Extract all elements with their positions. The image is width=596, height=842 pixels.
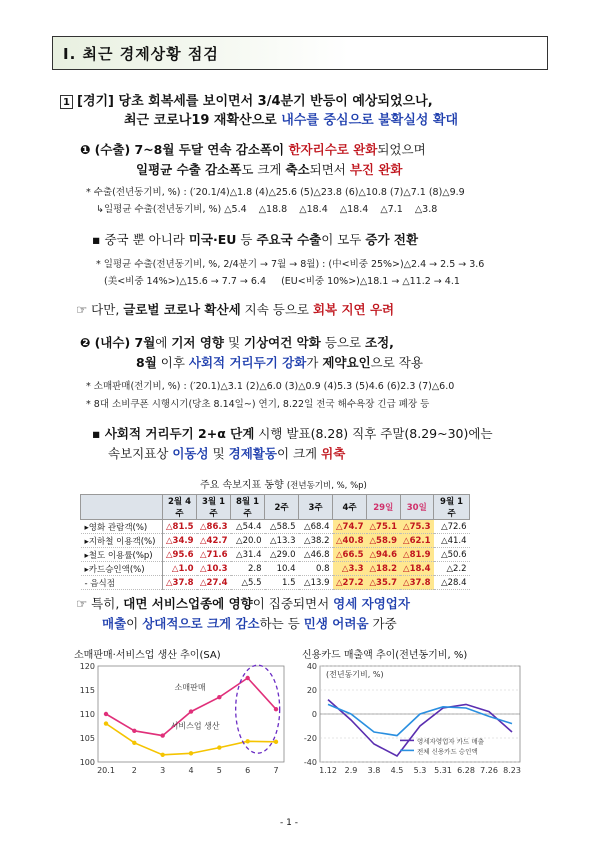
table-cell: △74.7 [333, 520, 367, 534]
table-cell: △3.3 [333, 562, 367, 576]
table-cell: △31.4 [231, 548, 265, 562]
dom-2b: 이후 [156, 355, 189, 370]
service-paragraph [76, 594, 550, 634]
table-cell: △37.8 [163, 576, 197, 590]
danman-d: 회복 지연 우려 [312, 302, 395, 317]
page-number: - 1 - [280, 818, 298, 828]
data-point [132, 741, 136, 745]
series-label-retail: 소매판매 [174, 683, 206, 692]
data-point [245, 676, 249, 680]
inner-unit-label: (전년동기비, %) [326, 670, 384, 679]
table-header-cell: 29일 [367, 495, 401, 520]
data-point [189, 709, 193, 713]
table-header-cell: 4주 [333, 495, 367, 520]
svc-g: 상대적으로 크게 감소 [142, 616, 260, 631]
table-cell: 10.4 [265, 562, 299, 576]
table-cell: △75.1 [367, 520, 401, 534]
export-note-1: * 수출(전년동기비, %) : (′20.1/4)△1.8 (4)△25.6 (5)△23.8 (6)△10.8 (7)△7.1 (8)△9.9 [86, 187, 465, 198]
x-tick-label: 8.23 [503, 766, 521, 775]
china-note-1: * 일평균 수출(전년동기비, %, 2/4분기 → 7월 → 8월) : (中<비중 25%>)△2.4 → 2.5 → 3.6 [96, 259, 485, 270]
legend-label: 영세자영업자 카드 매출 [417, 737, 484, 746]
table-cell: 1.5 [265, 576, 299, 590]
x-tick-label: 3.8 [367, 766, 381, 775]
lead-line-2b: 내수를 중심으로 불확실성 확대 [281, 113, 459, 128]
y-tick-label: 0 [311, 710, 317, 719]
china-b: 미국·EU [188, 232, 237, 247]
legend-label: 전체 신용카드 승인액 [417, 747, 478, 756]
table-header-cell: 9월 1주 [434, 495, 470, 520]
data-point [132, 729, 136, 733]
row-label: ▸철도 이용률(%p) [81, 548, 163, 562]
svc-i: 민생 어려움 [303, 616, 369, 631]
y-tick-label: 40 [306, 662, 317, 671]
table-cell: △13.3 [265, 534, 299, 548]
sd-d: 이동성 [172, 446, 209, 461]
table-caption [200, 476, 367, 491]
china-f: 증가 전환 [365, 232, 419, 247]
sd-b: 시행 발표(8.28) 직후 주말(8.29~30)에는 [254, 426, 493, 441]
lead-line-1: [경기] 당초 회복세를 보이면서 3/4분기 반등이 예상되었으나, [77, 94, 433, 109]
y-tick-label: 115 [79, 686, 95, 695]
x-tick-label: 6 [245, 766, 251, 775]
table-cell: △81.5 [163, 520, 197, 534]
export-text-1b: 한자리수로 완화 [288, 142, 378, 157]
data-point [160, 733, 164, 737]
table-cell: △66.5 [333, 548, 367, 562]
table-cell: △41.4 [434, 534, 470, 548]
export-text-2b: 도 크게 [241, 162, 286, 177]
table-header-cell: 3주 [299, 495, 333, 520]
indicator-table [80, 494, 470, 590]
row-label: ▸카드승인액(%) [81, 562, 163, 576]
sd-g: 이 크게 [276, 446, 322, 461]
table-cell: △72.6 [434, 520, 470, 534]
major-countries-line [92, 230, 552, 250]
data-point [189, 751, 193, 755]
table-cell: △58.5 [265, 520, 299, 534]
bullet-2: ❷ [80, 335, 91, 350]
export-note-2: ↳일평균 수출(전년동기비, %) △5.4 △18.8 △18.4 △18.4 △7.1 △3.8 [96, 204, 438, 215]
table-cell: △42.7 [197, 534, 231, 548]
row-label: ▸지하철 이용객(%) [81, 534, 163, 548]
export-text-2d: 되면서 [309, 162, 350, 177]
danman-c: 지속 등으로 [240, 302, 313, 317]
table-cell: △81.9 [400, 548, 434, 562]
however-line [76, 300, 546, 320]
section-title-box [52, 36, 548, 70]
table-cell: △58.9 [367, 534, 401, 548]
dom-2e: 제약요인 [322, 355, 371, 370]
data-point [274, 707, 278, 711]
x-tick-label: 4 [188, 766, 194, 775]
table-cell: △94.6 [367, 548, 401, 562]
lead-line-2a: 최근 코로나19 재확산으로 [124, 113, 282, 128]
data-point [104, 721, 108, 725]
sd-a: ▪ 사회적 거리두기 2+α 단계 [92, 426, 255, 441]
data-point [217, 745, 221, 749]
export-text-1: (수출) 7~8월 두달 연속 감소폭이 [94, 142, 289, 157]
x-tick-label: 5 [216, 766, 222, 775]
table-cell: △20.0 [231, 534, 265, 548]
page-title: Ⅰ. 최근 경제상황 점검 [63, 45, 219, 63]
svc-a: ☞ 특히, [76, 596, 124, 611]
x-tick-label: 2.9 [344, 766, 358, 775]
table-cell: △37.8 [400, 576, 434, 590]
x-tick-label: 7.26 [480, 766, 498, 775]
svc-j: 가중 [368, 616, 397, 631]
table-cell: △68.4 [299, 520, 333, 534]
series-label-service: 서비스업 생산 [170, 721, 220, 731]
sd-h: 위축 [321, 446, 346, 461]
table-cell: △46.8 [299, 548, 333, 562]
lead-paragraph [60, 92, 550, 130]
table-header-cell: 3월 1주 [197, 495, 231, 520]
y-tick-label: 100 [79, 758, 95, 767]
table-cell: △62.1 [400, 534, 434, 548]
dom-1c: 기저 영향 [171, 335, 224, 350]
table-row [81, 534, 470, 548]
table-cell: △5.5 [231, 576, 265, 590]
table-cell: △27.4 [197, 576, 231, 590]
table-unit: (전년동기비, %, %p) [286, 481, 367, 491]
x-tick-label: 5.3 [413, 766, 427, 775]
table-cell: △40.8 [333, 534, 367, 548]
dom-2a: 8월 [136, 355, 157, 370]
table-cell: △29.0 [265, 548, 299, 562]
table-cell: △54.4 [231, 520, 265, 534]
data-point [160, 753, 164, 757]
sd-c: 속보지표상 [108, 446, 173, 461]
dom-2d: 가 [306, 355, 323, 370]
china-a: ▪ 중국 뿐 아니라 [92, 232, 189, 247]
plot-area [98, 666, 284, 762]
table-cell: △38.2 [299, 534, 333, 548]
table-header-cell: 8월 1주 [231, 495, 265, 520]
table-row [81, 520, 470, 534]
data-point [217, 695, 221, 699]
domestic-paragraph [80, 333, 550, 373]
svc-e: 매출 [102, 616, 127, 631]
table-header-cell: 30일 [400, 495, 434, 520]
row-label: ▸영화 관람객(%) [81, 520, 163, 534]
table-cell: △18.4 [400, 562, 434, 576]
table-cell: △13.9 [299, 576, 333, 590]
table-cell: △27.2 [333, 576, 367, 590]
table-header-cell [81, 495, 163, 520]
table-cell: △86.3 [197, 520, 231, 534]
section-box-number: 1 [60, 95, 73, 109]
chart-retail-service [74, 660, 288, 780]
china-d: 주요국 수출 [256, 232, 322, 247]
distancing-paragraph [92, 424, 552, 464]
export-text-2c: 축소 [285, 162, 310, 177]
x-tick-label: 2 [131, 766, 137, 775]
data-point [274, 740, 278, 744]
coupon-note: * 8대 소비쿠폰 시행시기(당초 8.14일~) 연기, 8.22일 전국 해수욕장 긴급 폐장 등 [86, 399, 430, 410]
export-text-2a: 일평균 수출 감소폭 [136, 162, 242, 177]
y-tick-label: 120 [79, 662, 95, 671]
dom-1f: 등으로 [320, 335, 366, 350]
y-tick-label: 110 [79, 710, 95, 719]
x-tick-label: 6.28 [457, 766, 475, 775]
x-tick-label: 7 [273, 766, 279, 775]
dom-1d: 및 [224, 335, 245, 350]
table-row [81, 548, 470, 562]
danman-a: ☞ 다만, [76, 302, 124, 317]
row-label: - 음식점 [81, 576, 163, 590]
danman-b: 글로벌 코로나 확산세 [123, 302, 241, 317]
retail-note: * 소매판매(전기비, %) : (′20.1)△3.1 (2)△6.0 (3)△0.9 (4)5.3 (5)4.6 (6)2.3 (7)△6.0 [86, 381, 455, 392]
sd-e: 및 [208, 446, 229, 461]
table-cell: 2.8 [231, 562, 265, 576]
data-point [245, 739, 249, 743]
y-tick-label: -20 [303, 734, 317, 743]
dom-2c: 사회적 거리두기 강화 [188, 355, 307, 370]
table-cell: △95.6 [163, 548, 197, 562]
dom-1b: 에 [155, 335, 172, 350]
table-row [81, 562, 470, 576]
table-cell: 0.8 [299, 562, 333, 576]
chart-card-sales [300, 660, 526, 780]
dom-1e: 기상여건 악화 [244, 335, 321, 350]
table-caption-text: 주요 속보지표 동향 [200, 480, 284, 491]
dom-2f: 으로 작용 [370, 355, 423, 370]
table-cell: △2.2 [434, 562, 470, 576]
x-tick-label: 3 [160, 766, 166, 775]
y-tick-label: -40 [303, 758, 317, 767]
svc-c: 이 집중되면서 [252, 596, 334, 611]
export-text-1c: 되었으며 [377, 142, 426, 157]
table-cell: △35.7 [367, 576, 401, 590]
table-cell: △10.3 [197, 562, 231, 576]
data-point [104, 712, 108, 716]
china-c: 등 [236, 232, 257, 247]
table-header-cell: 2월 4주 [163, 495, 197, 520]
sd-f: 경제활동 [228, 446, 277, 461]
table-cell: △75.3 [400, 520, 434, 534]
dom-1a: (내수) 7월 [94, 335, 156, 350]
y-tick-label: 20 [306, 686, 317, 695]
table-cell: △1.0 [163, 562, 197, 576]
table-row [81, 576, 470, 590]
table-header-cell: 2주 [265, 495, 299, 520]
bullet-1: ❶ [80, 142, 91, 157]
table-cell: △34.9 [163, 534, 197, 548]
x-tick-label: 20.1 [97, 766, 115, 775]
x-tick-label: 4.5 [390, 766, 404, 775]
svc-f: 이 [126, 616, 143, 631]
x-tick-label: 1.12 [319, 766, 337, 775]
table-cell: △71.6 [197, 548, 231, 562]
svc-d: 영세 자영업자 [333, 596, 410, 611]
table-cell: △18.2 [367, 562, 401, 576]
export-paragraph [80, 140, 550, 180]
chart2-title: 신용카드 매출액 추이(전년동기비, %) [302, 650, 468, 661]
export-text-2e: 부진 완화 [349, 162, 403, 177]
china-note-2: (美<비중 14%>)△15.6 → 7.7 → 6.4 (EU<비중 10%>)△18.1 → △11.2 → 4.1 [104, 276, 460, 287]
svc-h: 하는 등 [259, 616, 304, 631]
svc-b: 대면 서비스업종에 영향 [123, 596, 253, 611]
china-e: 이 모두 [321, 232, 366, 247]
y-tick-label: 105 [79, 734, 95, 743]
table-cell: △28.4 [434, 576, 470, 590]
x-tick-label: 5.31 [434, 766, 452, 775]
chart1-title: 소매판매·서비스업 생산 추이(SA) [74, 650, 221, 661]
table-cell: △50.6 [434, 548, 470, 562]
dom-1g: 조정, [365, 335, 394, 350]
